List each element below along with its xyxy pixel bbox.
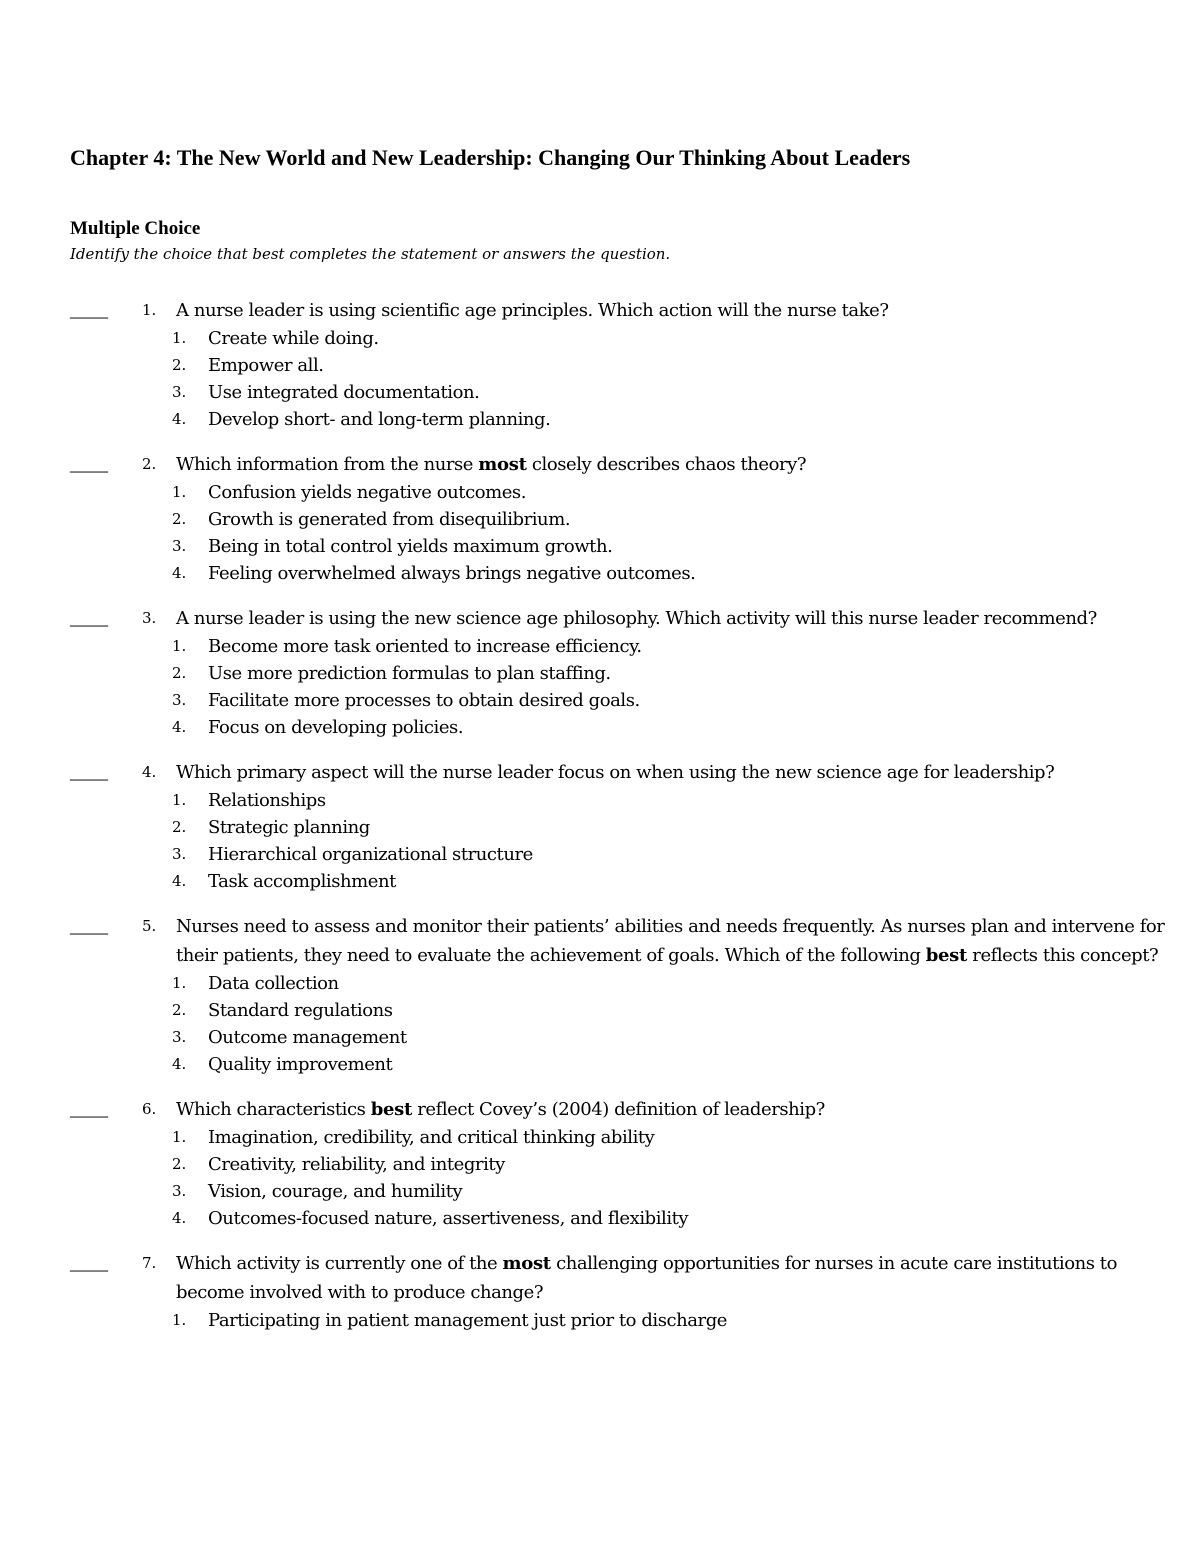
option-item bbox=[70, 560, 1160, 587]
answer-blank: ____ bbox=[70, 916, 108, 937]
option-item bbox=[70, 660, 1160, 687]
option-text: Vision, courage, and humility bbox=[208, 1181, 463, 1202]
option-item bbox=[70, 1051, 1160, 1078]
stem-text: reflects this concept? bbox=[967, 945, 1159, 966]
option-item bbox=[70, 714, 1160, 741]
option-text: Relationships bbox=[208, 790, 326, 811]
option-number: 4. bbox=[172, 1055, 187, 1073]
option-text: Being in total control yields maximum growth. bbox=[208, 536, 613, 557]
question-list bbox=[70, 296, 1165, 1351]
question-item bbox=[70, 1249, 1160, 1334]
option-list bbox=[70, 633, 1160, 741]
option-number: 2. bbox=[172, 510, 187, 528]
option-item bbox=[70, 506, 1160, 533]
option-number: 2. bbox=[172, 356, 187, 374]
question-header bbox=[70, 1095, 1160, 1124]
question-item bbox=[70, 1095, 1160, 1232]
option-number: 4. bbox=[172, 410, 187, 428]
option-list bbox=[70, 787, 1160, 895]
option-number: 2. bbox=[172, 1155, 187, 1173]
answer-blank: ____ bbox=[70, 762, 108, 783]
option-number: 1. bbox=[172, 974, 187, 992]
option-text: Use integrated documentation. bbox=[208, 382, 480, 403]
option-text: Focus on developing policies. bbox=[208, 717, 464, 738]
emphasis-text: most bbox=[478, 454, 527, 475]
option-number: 3. bbox=[172, 845, 187, 863]
question-number: 1. bbox=[142, 301, 157, 319]
option-number: 2. bbox=[172, 818, 187, 836]
option-text: Outcome management bbox=[208, 1027, 407, 1048]
option-number: 1. bbox=[172, 1128, 187, 1146]
option-text: Become more task oriented to increase efficiency. bbox=[208, 636, 642, 657]
option-number: 1. bbox=[172, 329, 187, 347]
option-text: Participating in patient management just prior to discharge bbox=[208, 1310, 727, 1331]
option-text: Create while doing. bbox=[208, 328, 379, 349]
question-item bbox=[70, 296, 1160, 433]
answer-blank: ____ bbox=[70, 608, 108, 629]
option-item bbox=[70, 787, 1160, 814]
question-stem bbox=[176, 758, 1166, 787]
answer-blank: ____ bbox=[70, 300, 108, 321]
option-text: Quality improvement bbox=[208, 1054, 393, 1075]
option-text: Use more prediction formulas to plan staffing. bbox=[208, 663, 611, 684]
option-number: 2. bbox=[172, 664, 187, 682]
option-item bbox=[70, 970, 1160, 997]
option-item bbox=[70, 533, 1160, 560]
option-text: Growth is generated from disequilibrium. bbox=[208, 509, 571, 530]
option-item bbox=[70, 1124, 1160, 1151]
option-number: 4. bbox=[172, 718, 187, 736]
question-number: 3. bbox=[142, 609, 157, 627]
question-number: 4. bbox=[142, 763, 157, 781]
option-text: Task accomplishment bbox=[208, 871, 396, 892]
emphasis-text: most bbox=[502, 1253, 551, 1274]
option-number: 3. bbox=[172, 383, 187, 401]
question-header bbox=[70, 1249, 1160, 1307]
question-number: 2. bbox=[142, 455, 157, 473]
option-list bbox=[70, 970, 1160, 1078]
option-text: Creativity, reliability, and integrity bbox=[208, 1154, 505, 1175]
instructions: Identify the choice that best completes the statement or answers the question. bbox=[70, 245, 671, 263]
question-item bbox=[70, 758, 1160, 895]
option-item bbox=[70, 1307, 1160, 1334]
answer-blank: ____ bbox=[70, 1099, 108, 1120]
option-item bbox=[70, 379, 1160, 406]
question-item bbox=[70, 604, 1160, 741]
option-number: 1. bbox=[172, 637, 187, 655]
option-number: 3. bbox=[172, 1028, 187, 1046]
stem-text: Nurses need to assess and monitor their patients’ abilities and needs frequently. As nurses plan and intervene for their patients, they need to evaluate the achievement of goals. Which of the following bbox=[176, 916, 1165, 966]
option-list bbox=[70, 1124, 1160, 1232]
chapter-title: Chapter 4: The New World and New Leadership: Changing Our Thinking About Leaders bbox=[70, 145, 911, 170]
option-list bbox=[70, 1307, 1160, 1334]
option-text: Develop short- and long-term planning. bbox=[208, 409, 551, 430]
section-title: Multiple Choice bbox=[70, 218, 201, 239]
question-header bbox=[70, 604, 1160, 633]
option-text: Feeling overwhelmed always brings negative outcomes. bbox=[208, 563, 696, 584]
question-stem bbox=[176, 912, 1166, 970]
option-item bbox=[70, 325, 1160, 352]
option-number: 4. bbox=[172, 564, 187, 582]
stem-text: Which activity is currently one of the bbox=[176, 1253, 503, 1274]
option-text: Outcomes-focused nature, assertiveness, and flexibility bbox=[208, 1208, 689, 1229]
option-item bbox=[70, 997, 1160, 1024]
stem-text: reflect Covey’s (2004) definition of leadership? bbox=[411, 1099, 825, 1120]
option-text: Standard regulations bbox=[208, 1000, 393, 1021]
option-item bbox=[70, 1178, 1160, 1205]
option-text: Empower all. bbox=[208, 355, 324, 376]
option-list bbox=[70, 325, 1160, 433]
option-item bbox=[70, 1151, 1160, 1178]
question-number: 5. bbox=[142, 917, 157, 935]
option-number: 1. bbox=[172, 1311, 187, 1329]
question-number: 6. bbox=[142, 1100, 157, 1118]
stem-text: challenging opportunities for nurses in acute care institutions to become involved with to produce change? bbox=[176, 1253, 1117, 1303]
option-item bbox=[70, 868, 1160, 895]
question-stem bbox=[176, 296, 1166, 325]
question-stem bbox=[176, 604, 1166, 633]
option-text: Data collection bbox=[208, 973, 339, 994]
emphasis-text: best bbox=[370, 1099, 412, 1120]
stem-text: A nurse leader is using the new science age philosophy. Which activity will this nurse leader recommend? bbox=[176, 608, 1097, 629]
question-item bbox=[70, 912, 1165, 1078]
stem-text: A nurse leader is using scientific age principles. Which action will the nurse take? bbox=[176, 300, 889, 321]
stem-text: Which information from the nurse bbox=[176, 454, 479, 475]
answer-blank: ____ bbox=[70, 454, 108, 475]
option-item bbox=[70, 406, 1160, 433]
option-text: Strategic planning bbox=[208, 817, 370, 838]
emphasis-text: best bbox=[925, 945, 968, 966]
question-stem bbox=[176, 1249, 1166, 1307]
question-stem bbox=[176, 450, 1166, 479]
option-text: Imagination, credibility, and critical thinking ability bbox=[208, 1127, 655, 1148]
question-header bbox=[70, 912, 1165, 970]
option-list bbox=[70, 479, 1160, 587]
question-header bbox=[70, 758, 1160, 787]
question-header bbox=[70, 450, 1160, 479]
stem-text: Which characteristics bbox=[176, 1099, 371, 1120]
option-number: 1. bbox=[172, 791, 187, 809]
option-item bbox=[70, 633, 1160, 660]
option-number: 3. bbox=[172, 691, 187, 709]
stem-text: Which primary aspect will the nurse leader focus on when using the new science age for leadership? bbox=[176, 762, 1055, 783]
question-stem bbox=[176, 1095, 1166, 1124]
question-number: 7. bbox=[142, 1254, 157, 1272]
option-item bbox=[70, 814, 1160, 841]
question-item bbox=[70, 450, 1160, 587]
option-text: Facilitate more processes to obtain desired goals. bbox=[208, 690, 640, 711]
option-item bbox=[70, 687, 1160, 714]
option-number: 4. bbox=[172, 1209, 187, 1227]
option-text: Confusion yields negative outcomes. bbox=[208, 482, 526, 503]
stem-text: closely describes chaos theory? bbox=[526, 454, 807, 475]
option-item bbox=[70, 352, 1160, 379]
option-number: 4. bbox=[172, 872, 187, 890]
answer-blank: ____ bbox=[70, 1253, 108, 1274]
option-item bbox=[70, 1024, 1160, 1051]
option-number: 2. bbox=[172, 1001, 187, 1019]
question-header bbox=[70, 296, 1160, 325]
option-item bbox=[70, 1205, 1160, 1232]
option-number: 3. bbox=[172, 1182, 187, 1200]
option-item bbox=[70, 479, 1160, 506]
option-text: Hierarchical organizational structure bbox=[208, 844, 533, 865]
option-item bbox=[70, 841, 1160, 868]
option-number: 3. bbox=[172, 537, 187, 555]
option-number: 1. bbox=[172, 483, 187, 501]
